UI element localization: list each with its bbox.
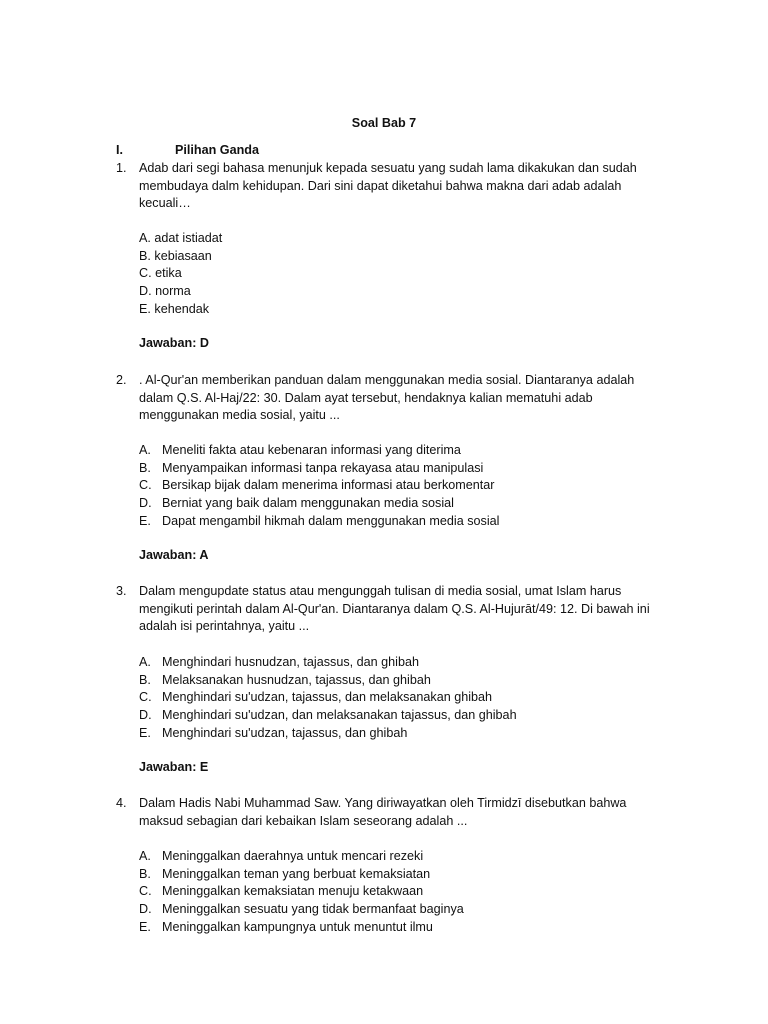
- option-d: [139, 901, 659, 919]
- answer-key: Jawaban: D: [139, 336, 209, 350]
- option-e: E. kehendak: [139, 301, 210, 316]
- option-text: Menghindari su'udzan, tajassus, dan melaksanakan ghibah: [162, 690, 493, 705]
- question-number: 4.: [116, 796, 127, 810]
- option-c: [139, 477, 659, 495]
- option-letter: C.: [139, 884, 152, 899]
- option-a: [139, 654, 659, 672]
- option-letter: D.: [139, 902, 152, 917]
- question-1-options: [139, 230, 659, 318]
- option-text: Menyampaikan informasi tanpa rekayasa atau manipulasi: [162, 460, 484, 475]
- question-text: Adab dari segi bahasa menunjuk kepada sesuatu yang sudah lama dikakukan dan sudah membudaya dalm kehidupan. Dari sini dapat diketahui bahwa makna dari adab adalah kecuali…: [139, 161, 637, 211]
- option-b: [139, 460, 659, 478]
- option-letter: A.: [139, 443, 151, 457]
- question-number: 2.: [116, 373, 127, 387]
- option-text: Menghindari su'udzan, tajassus, dan ghibah: [162, 725, 408, 740]
- option-a: A. adat istiadat: [139, 231, 223, 245]
- option-text: Meninggalkan teman yang berbuat kemaksiatan: [162, 866, 431, 881]
- question-number: 3.: [116, 584, 127, 598]
- option-letter: A.: [139, 655, 151, 669]
- option-e: [139, 725, 659, 743]
- option-d: [139, 707, 659, 725]
- option-letter: D.: [139, 496, 152, 511]
- option-letter: B.: [139, 866, 151, 881]
- option-b: B. kebiasaan: [139, 248, 212, 263]
- option-a: [139, 442, 659, 460]
- option-text: Melaksanakan husnudzan, tajassus, dan ghibah: [162, 672, 431, 687]
- option-text: Meninggalkan sesuatu yang tidak bermanfaat baginya: [162, 902, 464, 917]
- option-text: Berniat yang baik dalam menggunakan media sosial: [162, 496, 454, 511]
- document-title: Soal Bab 7: [351, 116, 417, 130]
- option-text: Dapat mengambil hikmah dalam menggunakan media sosial: [162, 513, 500, 528]
- option-b: [139, 866, 659, 884]
- option-letter: D.: [139, 708, 152, 723]
- option-c: [139, 883, 659, 901]
- answer-key: Jawaban: A: [139, 548, 209, 562]
- option-text: Menghindari husnudzan, tajassus, dan ghibah: [162, 655, 419, 669]
- option-text: Meneliti fakta atau kebenaran informasi yang diterima: [162, 443, 461, 457]
- option-e: [139, 919, 659, 937]
- option-d: D. norma: [139, 284, 191, 299]
- option-text: Menghindari su'udzan, dan melaksanakan tajassus, dan ghibah: [162, 708, 517, 723]
- option-letter: C.: [139, 690, 152, 705]
- option-text: Meninggalkan kampungnya untuk menuntut ilmu: [162, 919, 433, 934]
- option-letter: E.: [139, 513, 151, 528]
- option-letter: B.: [139, 672, 151, 687]
- question-text: Dalam Hadis Nabi Muhammad Saw. Yang diriwayatkan oleh Tirmidzī disebutkan bahwa maksud sebagian dari kebaikan Islam seseorang adalah ...: [139, 796, 627, 828]
- option-text: Bersikap bijak dalam menerima informasi atau berkomentar: [162, 478, 495, 493]
- option-c: C. etika: [139, 266, 182, 281]
- question-text: . Al-Qur'an memberikan panduan dalam menggunakan media sosial. Diantaranya adalah dalam Q.S. Al-Haj/22: 30. Dalam ayat tersebut, hendaknya kalian mematuhi adab menggunakan media sosial, yaitu ...: [139, 373, 635, 423]
- option-a: [139, 848, 659, 866]
- option-text: Meninggalkan daerahnya untuk mencari rezeki: [162, 849, 424, 863]
- option-letter: E.: [139, 725, 151, 740]
- option-letter: E.: [139, 919, 151, 934]
- question-text: Dalam mengupdate status atau mengunggah tulisan di media sosial, umat Islam harus mengikuti perintah dalam Al-Qur'an. Diantaranya dalam Q.S. Al-Hujurāt/49: 12. Di bawah ini adalah isi perintahnya, yaitu ...: [139, 584, 650, 634]
- option-letter: C.: [139, 478, 152, 493]
- option-letter: A.: [139, 849, 151, 863]
- option-e: [139, 513, 659, 531]
- question-4-options: [139, 848, 659, 936]
- option-letter: B.: [139, 460, 151, 475]
- option-c: [139, 689, 659, 707]
- option-text: Meninggalkan kemaksiatan menuju ketakwaan: [162, 884, 424, 899]
- section-number: I.: [116, 143, 123, 157]
- question-number: 1.: [116, 161, 127, 175]
- question-2-options: [139, 442, 659, 530]
- section-label: Pilihan Ganda: [175, 143, 259, 157]
- answer-key: Jawaban: E: [139, 760, 209, 774]
- question-3-options: [139, 654, 659, 742]
- option-d: [139, 495, 659, 513]
- option-b: [139, 672, 659, 690]
